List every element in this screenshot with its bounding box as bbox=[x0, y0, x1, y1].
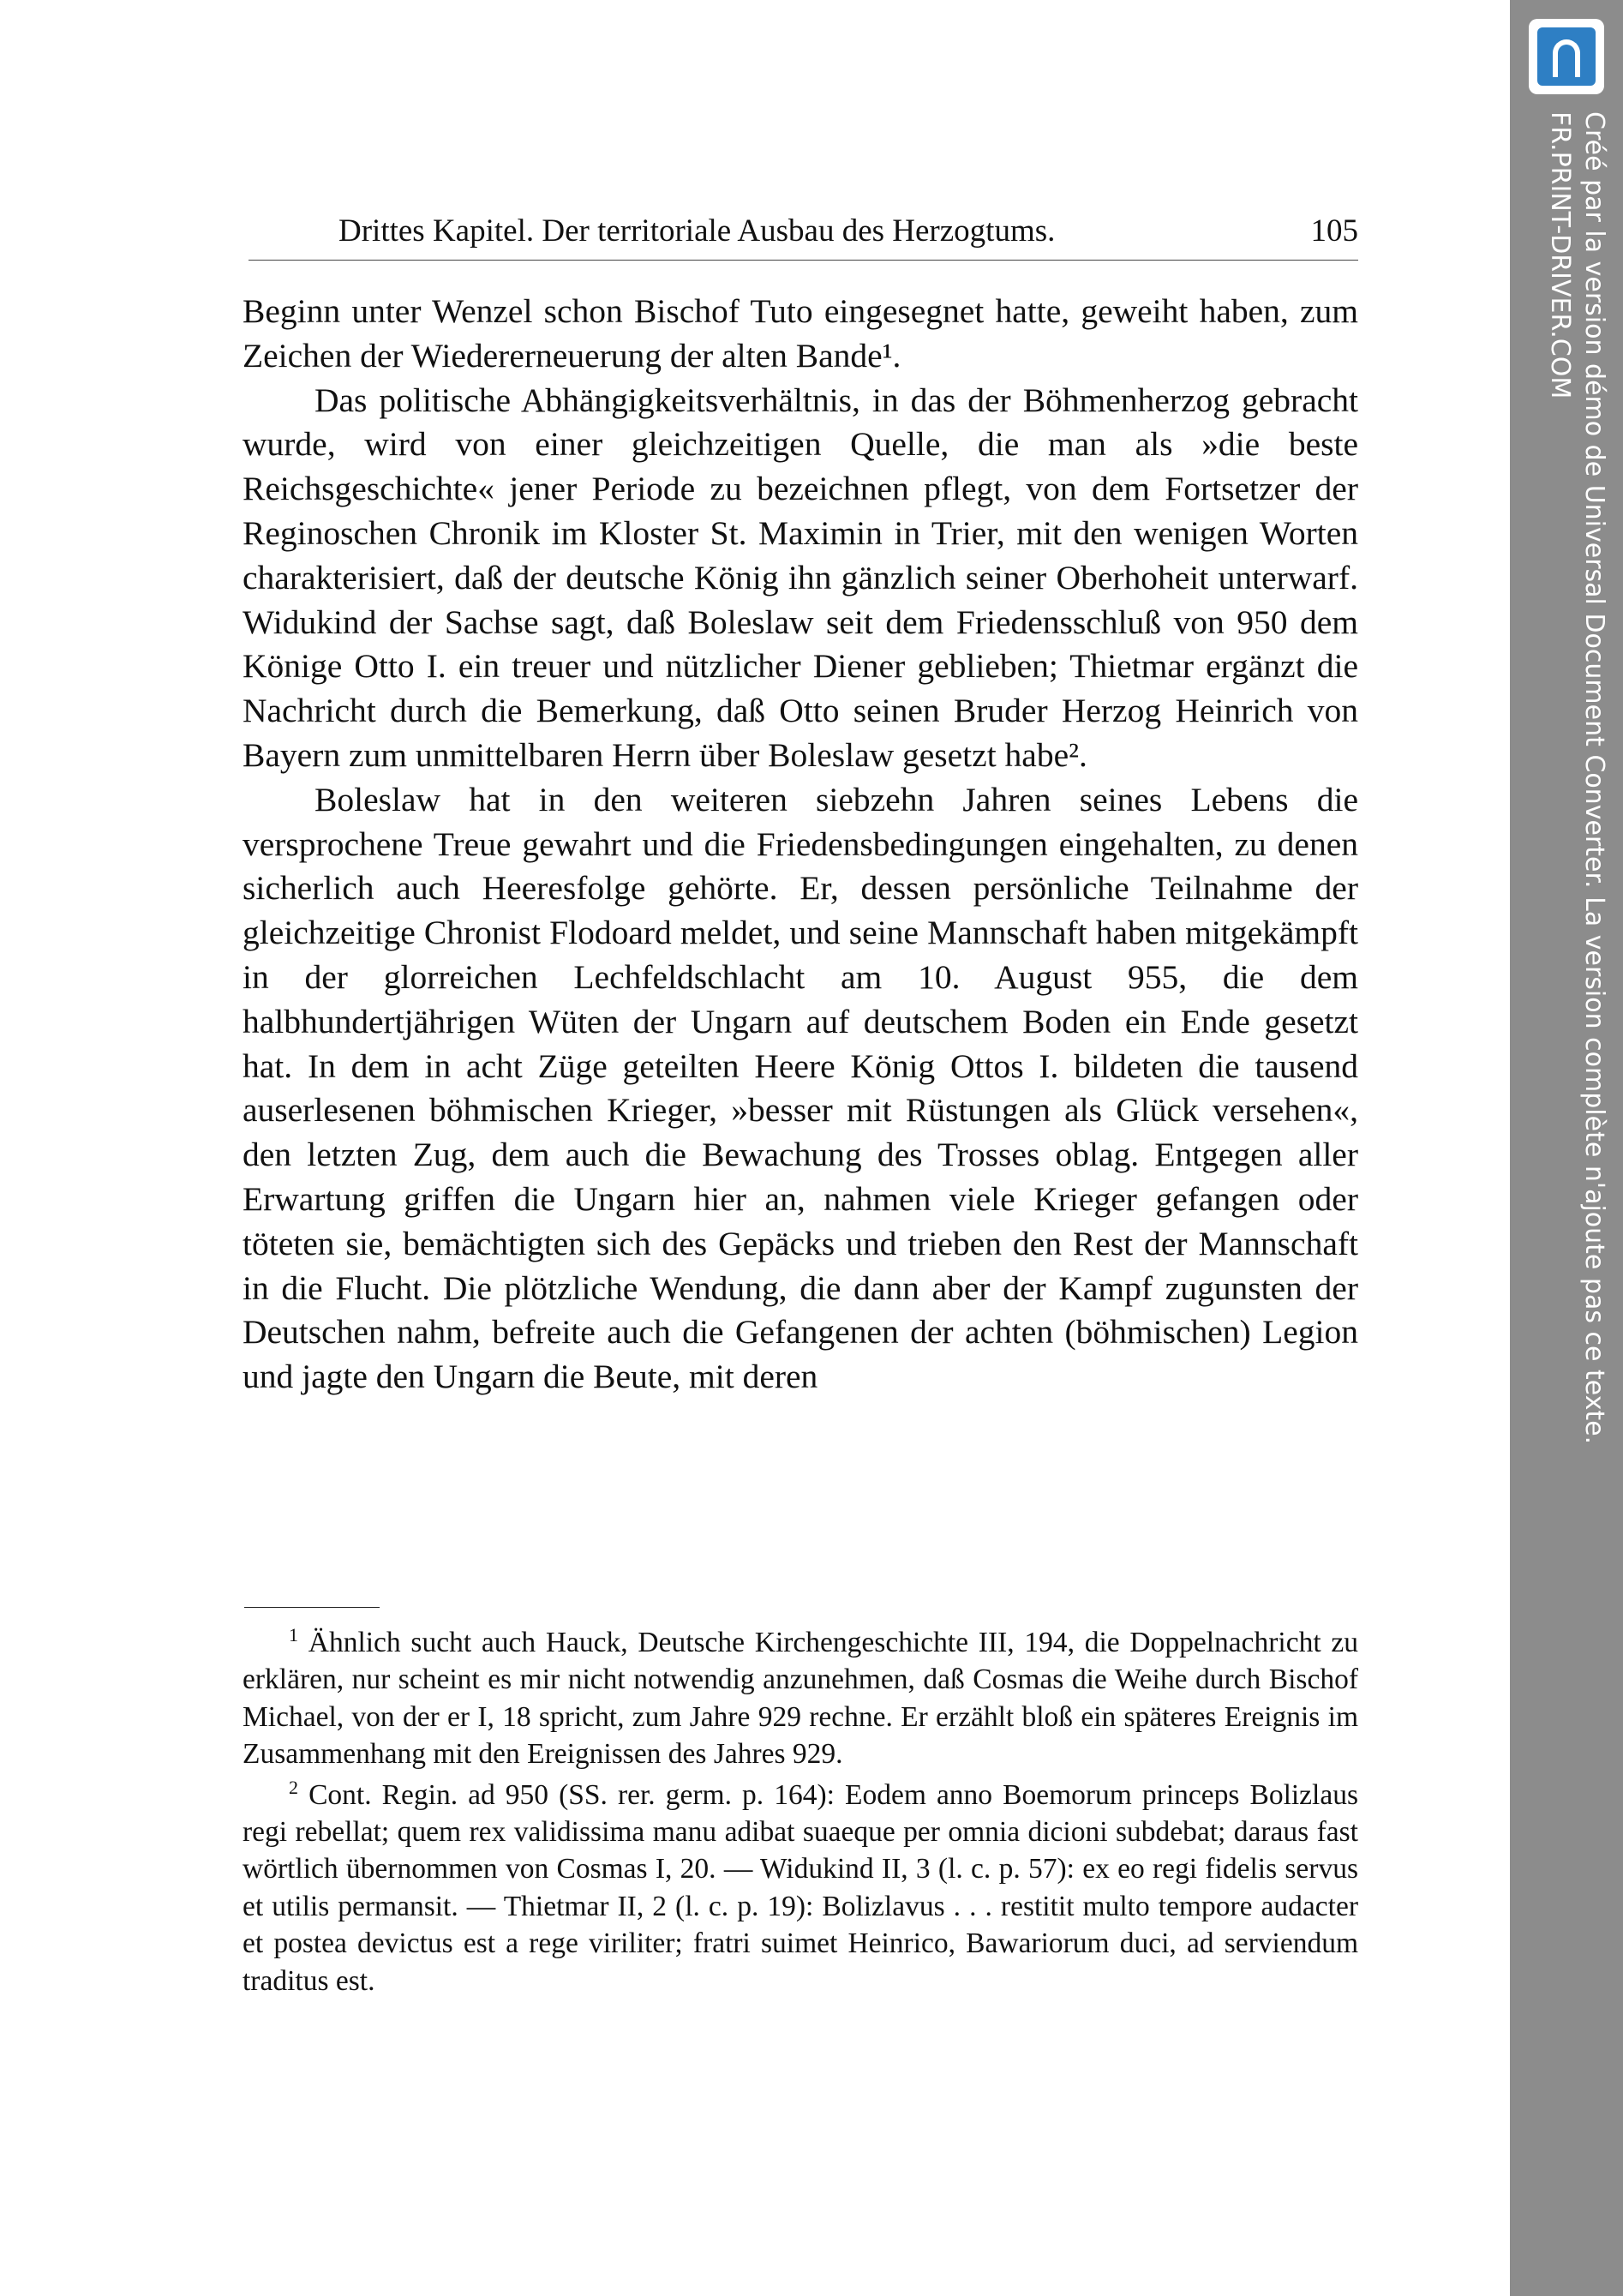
watermark-sidebar bbox=[1510, 0, 1623, 2296]
footnote-2-text: Cont. Regin. ad 950 (SS. rer. germ. p. 164): Eodem anno Boemorum princeps Bolizlaus regi rebellat; quem rex validissima manu adibat suaeque per omnia dicioni subdebat; daraus fast wörtlich übernommen von Cosmas I, 20. — Widukind II, 3 (l. c. p. 57): ex eo regi fidelis servus et utilis permansit. — Thietmar II, 2 (l. c. p. 19): Bolizlavus . . . restitit multo tempore audacter et postea devictus est a rege viriliter; fratri suimet Heinrico, Bawariorum duci, ad serviendum traditus est. bbox=[243, 1778, 1359, 1997]
paragraph-3: Boleslaw hat in den weiteren siebzehn Jahren seines Lebens die versprochene Treue gewahrt und die Friedensbedingungen eingehalten, zu denen sicherlich auch Heeresfolge gehörte. Er, dessen persönliche Teilnahme der gleichzeitige Chronist Flodoard meldet, und seine Mannschaft haben mitgekämpft in der glorreichen Lechfeldschlacht am 10. August 955, die dem halbhundertjährigen Wüten der Ungarn auf deutschem Boden ein Ende gesetzt hat. In dem in acht Züge geteilten Heere König Ottos I. bildeten die tausend auserlesenen böhmischen Krieger, »besser mit Rüstungen als Glück versehen«, den letzten Zug, dem auch die Bewachung des Trosses oblag. Entgegen aller Erwartung griffen die Ungarn hier an, nahmen viele Krieger gefangen oder töteten sie, bemächtigten sich des Gepäcks und trieben den Rest der Mannschaft in die Flucht. Die plötzliche Wendung, die dann aber der Kampf zugunsten der Deutschen nahm, befreite auch die Gefangenen der achten (böhmischen) Legion und jagte den Ungarn die Beute, mit deren bbox=[243, 780, 1358, 1396]
watermark-line-1: Créé par la version démo de Universal Document Converter. La version complète n'ajoute pas ce texte. bbox=[1579, 111, 1609, 1445]
header-rule bbox=[249, 260, 1358, 261]
logo-mark bbox=[1537, 27, 1596, 86]
running-header bbox=[338, 210, 1358, 253]
running-header-title: Drittes Kapitel. Der territoriale Ausbau des Herzogtums. bbox=[338, 213, 1056, 249]
paragraph-2: Das politische Abhängigkeitsverhältnis, in das der Böhmenherzog gebracht wurde, wird von einer gleichzeitigen Quelle, die man als »die beste Reichsgeschichte« jener Periode zu bezeichnen pflegt, von dem Fortsetzer der Reginoschen Chronik im Kloster St. Maximin in Trier, mit den wenigen Worten charakterisiert, daß der deutsche König ihn gänzlich seiner Oberhoheit unterwarf. Widukind der Sachse sagt, daß Boleslaw seit dem Friedensschluß von 950 dem Könige Otto I. ein treuer und nützlicher Diener geblieben; Thietmar ergänzt die Nachricht durch die Bemerkung, daß Otto seinen Bruder Herzog Heinrich von Bayern zum unmittelbaren Herrn über Boleslaw gesetzt habe². bbox=[243, 381, 1358, 774]
udc-logo-icon bbox=[1529, 19, 1604, 94]
watermark-line-2: FR.PRINT-DRIVER.COM bbox=[1545, 111, 1575, 399]
footnotes bbox=[243, 1624, 1358, 1999]
footnote-2 bbox=[243, 1777, 1358, 1999]
footnote-1-marker: 1 bbox=[289, 1623, 298, 1646]
footnote-1 bbox=[243, 1624, 1358, 1773]
page-number: 105 bbox=[1310, 213, 1358, 249]
paragraph-1: Beginn unter Wenzel schon Bischof Tuto eingesegnet hatte, geweiht haben, zum Zeichen der Wiedererneuerung der alten Bande¹. bbox=[243, 292, 1358, 375]
footnote-rule bbox=[244, 1607, 380, 1608]
body-text bbox=[243, 290, 1358, 1400]
footnote-1-text: Ähnlich sucht auch Hauck, Deutsche Kirchengeschichte III, 194, die Doppelnachricht zu erklären, nur scheint es mir nicht notwendig anzunehmen, daß Cosmas die Weihe durch Bischof Michael, von der er I, 18 spricht, zum Jahre 929 rechne. Er erzählt bloß ein späteres Ereignis im Zusammenhang mit den Ereignissen des Jahres 929. bbox=[243, 1627, 1359, 1771]
footnote-2-marker: 2 bbox=[289, 1776, 298, 1798]
